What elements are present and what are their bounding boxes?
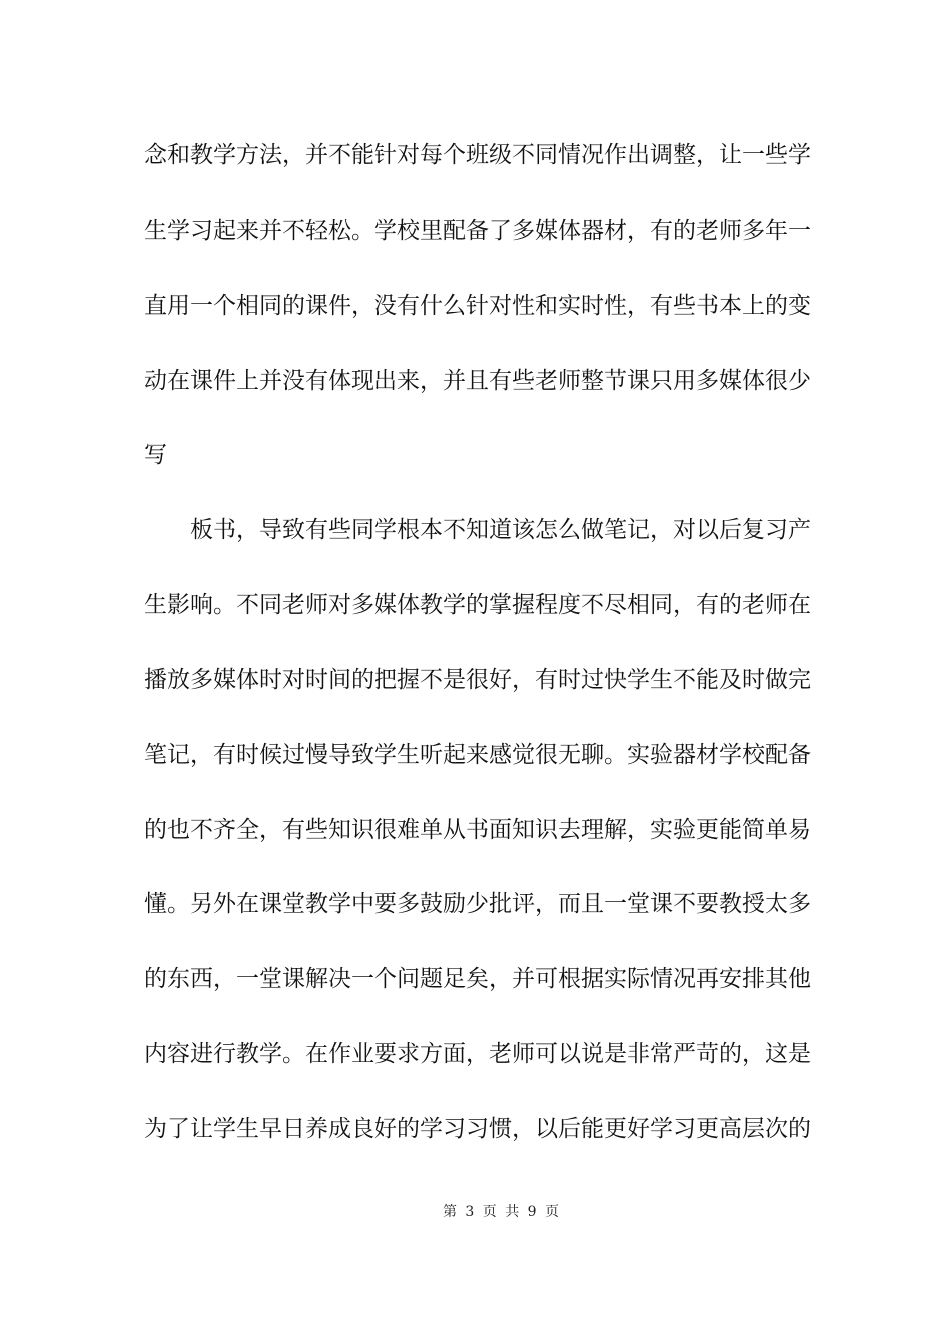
text-line-2: 生学习起来并不轻松。学校里配备了多媒体器材，有的老师多年一 bbox=[144, 218, 811, 244]
text-line-8: 播放多媒体时对时间的把握不是很好，有时过快学生不能及时做完 bbox=[144, 667, 811, 693]
text-line-13: 内容进行教学。在作业要求方面，老师可以说是非常严苛的，这是 bbox=[144, 1041, 811, 1067]
page-footer: 第 3 页 共 9 页 bbox=[442, 1204, 562, 1220]
text-line-1: 念和教学方法，并不能针对每个班级不同情况作出调整，让一些学 bbox=[144, 142, 811, 168]
text-line-11: 懂。另外在课堂教学中要多鼓励少批评，而且一堂课不要教授太多 bbox=[144, 891, 811, 917]
text-line-5: 写 bbox=[144, 442, 167, 468]
text-line-4: 动在课件上并没有体现出来，并且有些老师整节课只用多媒体很少 bbox=[144, 368, 811, 394]
text-line-3: 直用一个相同的课件，没有什么针对性和实时性，有些书本上的变 bbox=[144, 293, 811, 319]
text-line-9: 笔记，有时候过慢导致学生听起来感觉很无聊。实验器材学校配备 bbox=[144, 742, 811, 768]
text-line-14: 为了让学生早日养成良好的学习习惯，以后能更好学习更高层次的 bbox=[144, 1116, 811, 1142]
text-line-7: 生影响。不同老师对多媒体教学的掌握程度不尽相同，有的老师在 bbox=[144, 592, 811, 618]
text-line-6: 板书，导致有些同学根本不知道该怎么做笔记，对以后复习产 bbox=[190, 517, 811, 543]
text-line-10: 的也不齐全，有些知识很难单从书面知识去理解，实验更能简单易 bbox=[144, 817, 811, 843]
text-line-12: 的东西，一堂课解决一个问题足矣，并可根据实际情况再安排其他 bbox=[144, 966, 811, 992]
